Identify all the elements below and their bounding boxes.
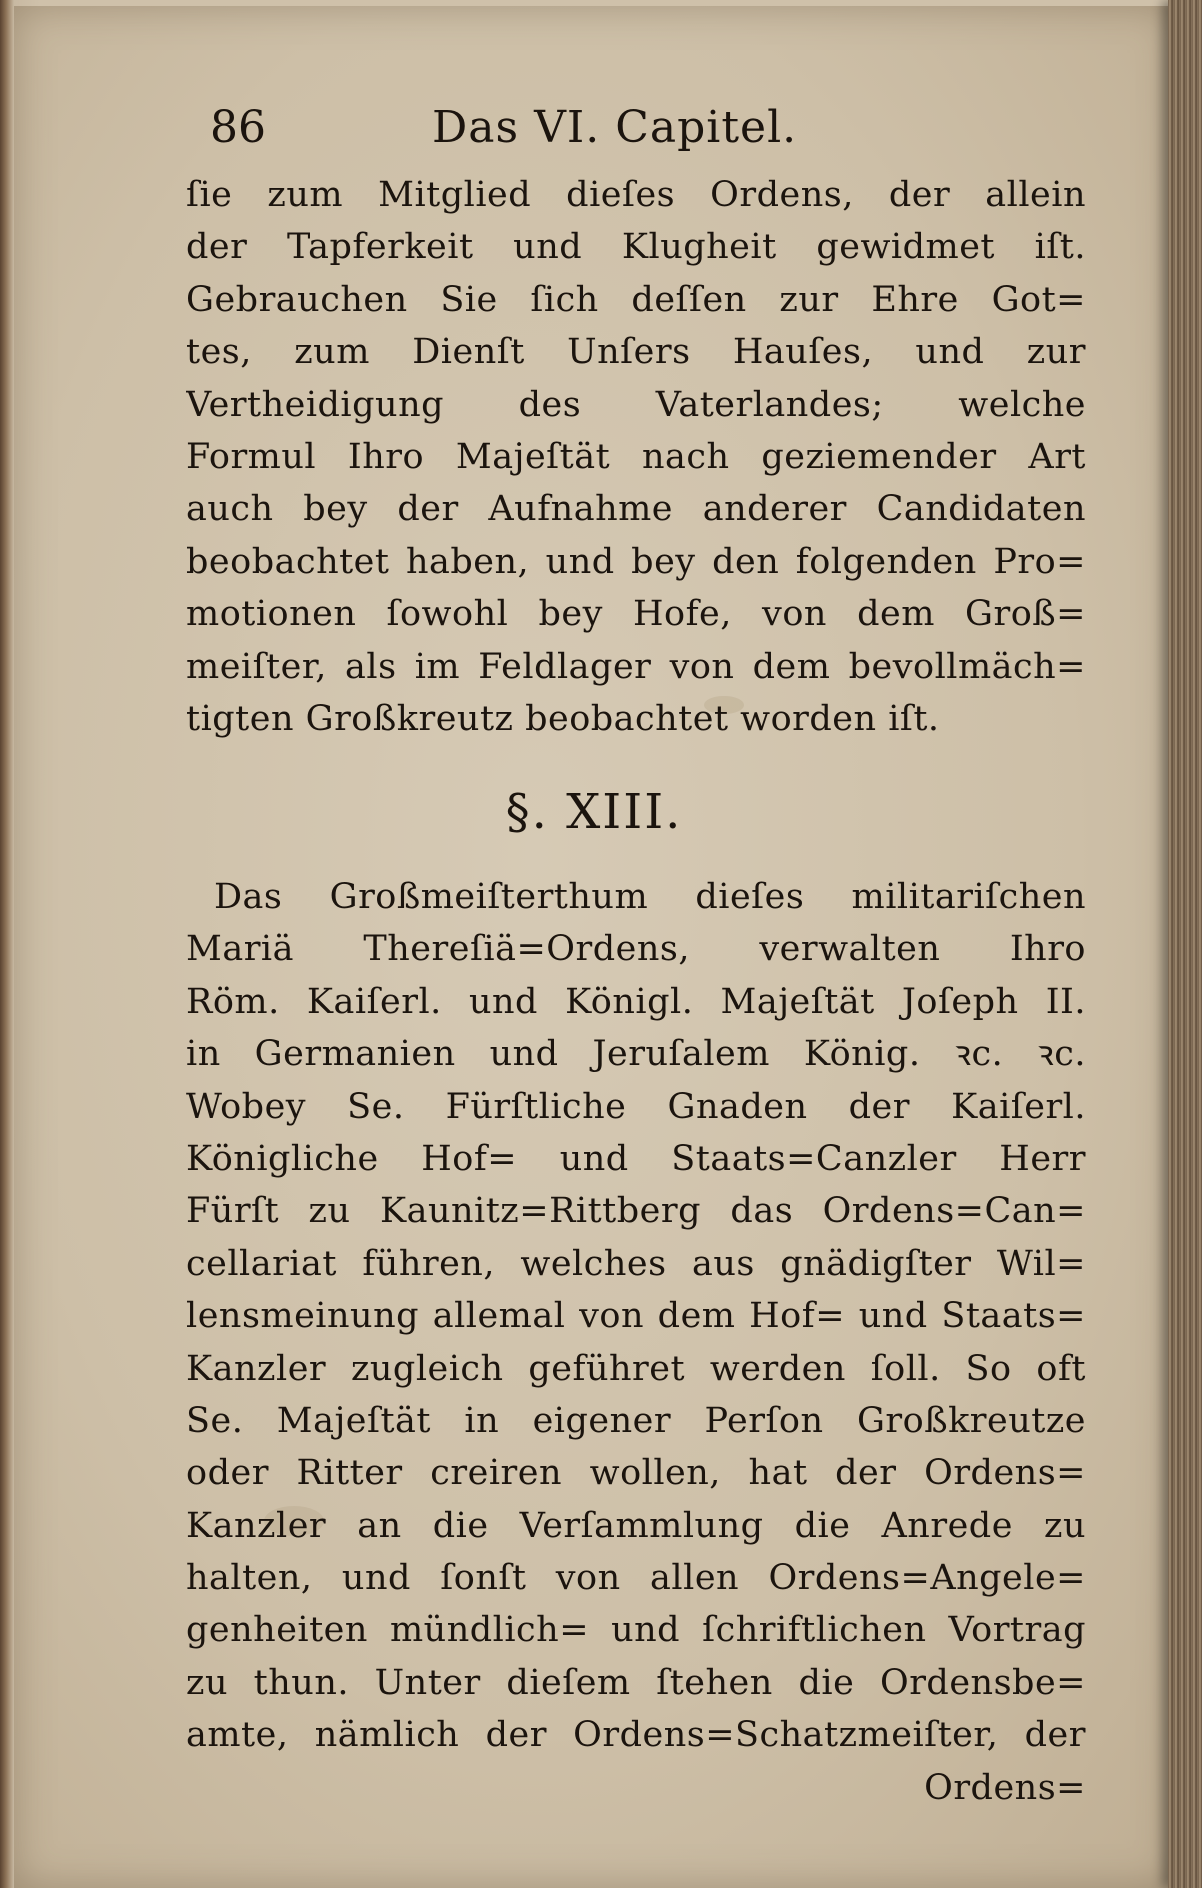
text-line: Se. Majeſtät in eigener Perſon Großkreutze	[186, 1400, 1086, 1441]
text-line: Das Großmeiſterthum dieſes militariſchen	[214, 877, 1086, 917]
text-line: Gebrauchen Sie ſich deſſen zur Ehre Got=	[186, 279, 1086, 320]
text-line: tigten Großkreutz beobachtet worden iſt.	[186, 698, 940, 739]
catchword: Ordens=	[924, 1767, 1086, 1808]
running-title: Das VI. Capitel.	[432, 102, 798, 153]
text-line: Vertheidigung des Vaterlandes; welche	[186, 384, 1086, 425]
text-line: meiſter, als im Feldlager von dem bevollmäch=	[186, 646, 1086, 687]
text-line: der Tapferkeit und Klugheit gewidmet iſt.	[186, 227, 1086, 268]
section-heading: §. XIII.	[505, 784, 683, 840]
text-line: genheiten mündlich= und ſchriftlichen Vortrag	[186, 1610, 1086, 1651]
text-line: zu thun. Unter dieſem ſtehen die Ordensbe=	[186, 1662, 1086, 1703]
book-page	[14, 6, 1174, 1888]
text-line: Kanzler an die Verſammlung die Anrede zu	[186, 1505, 1086, 1546]
text-line: beobachtet haben, und bey den folgenden Pro=	[186, 541, 1086, 582]
text-line: Wobey Se. Fürſtliche Gnaden der Kaiſerl.	[186, 1086, 1086, 1127]
text-line: ſie zum Mitglied dieſes Ordens, der allein	[186, 175, 1086, 215]
page-header	[210, 98, 1110, 158]
text-line: Kanzler zugleich geführet werden ſoll. So oft	[186, 1348, 1086, 1389]
text-line: amte, nämlich der Ordens=Schatzmeiſter, der	[186, 1715, 1086, 1756]
text-line: lensmeinung allemal von dem Hof= und Staats=	[186, 1296, 1086, 1337]
page-edges	[1168, 0, 1202, 1888]
text-line: Röm. Kaiſerl. und Königl. Majeſtät Joſeph II.	[186, 981, 1086, 1022]
text-line: oder Ritter creiren wollen, hat der Ordens=	[186, 1453, 1086, 1494]
text-line: tes, zum Dienſt Unſers Hauſes, und zur	[186, 332, 1086, 373]
text-line: auch bey der Aufnahme anderer Candidaten	[186, 489, 1086, 530]
paragraph-section-xiii	[186, 871, 1086, 1814]
paragraph-continued	[186, 169, 1086, 745]
text-line: Formul Ihro Majeſtät nach geziemender Art	[186, 436, 1086, 477]
text-line: in Germanien und Jeruſalem König. ꝛc. ꝛc.	[186, 1034, 1086, 1075]
text-line: motionen ſowohl bey Hofe, von dem Groß=	[186, 594, 1086, 635]
text-line: Fürſt zu Kaunitz=Rittberg das Ordens=Can=	[186, 1191, 1086, 1232]
text-line: Mariä Thereſiä=Ordens, verwalten Ihro	[186, 929, 1086, 970]
page-number: 86	[210, 102, 266, 153]
text-line: cellariat führen, welches aus gnädigſter Wil=	[186, 1243, 1086, 1284]
text-line: halten, und ſonſt von allen Ordens=Angele=	[186, 1558, 1086, 1599]
text-line: Königliche Hof= und Staats=Canzler Herr	[186, 1138, 1086, 1179]
